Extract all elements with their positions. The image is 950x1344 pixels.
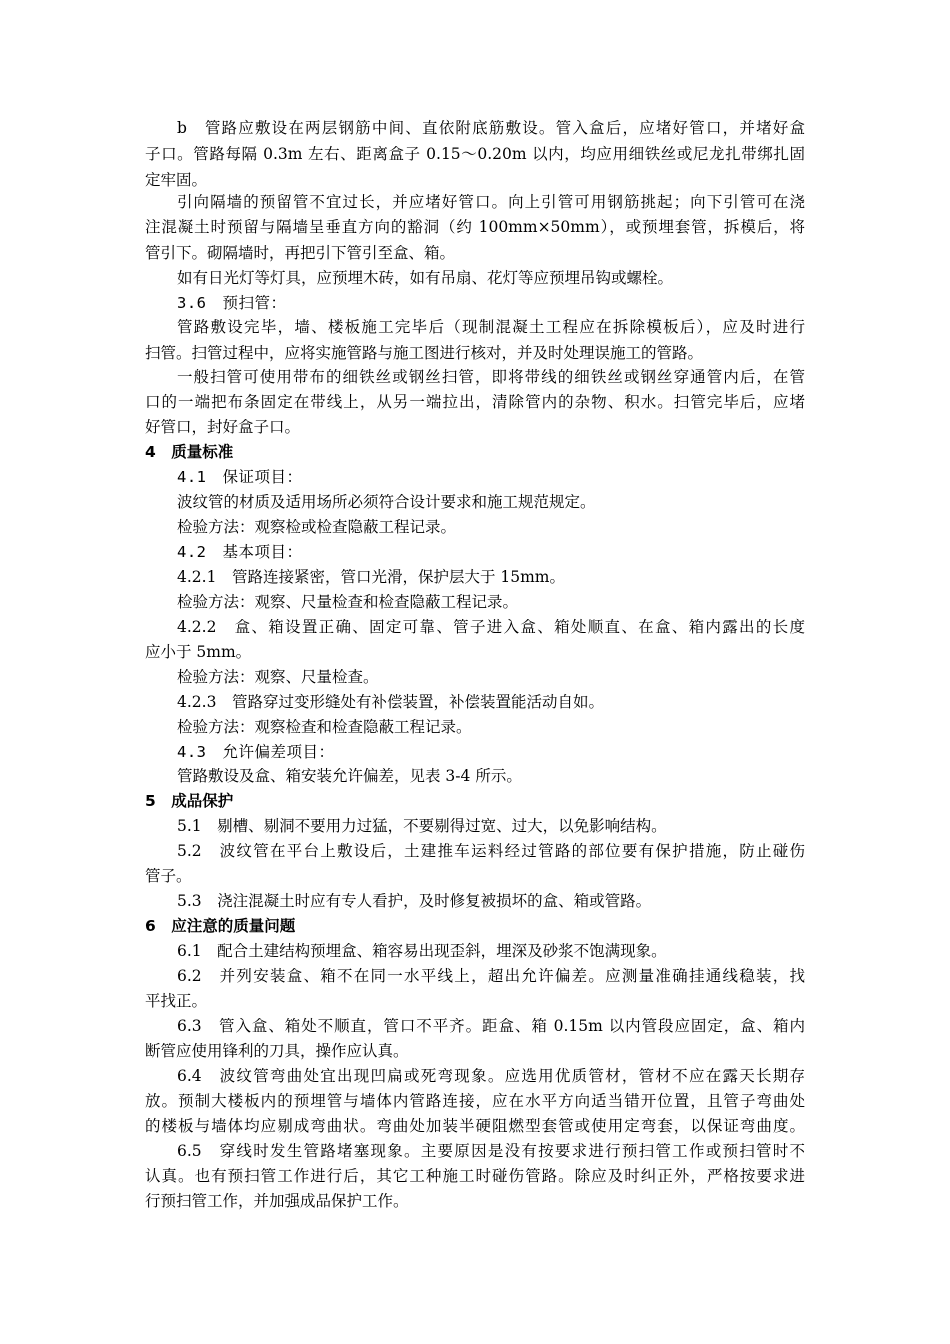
paragraph-line: 6.5 穿线时发生管路堵塞现象。主要原因是没有按要求进行预扫管工作或预扫管时不 (177, 1142, 805, 1160)
paragraph-line: 6.2 并列安装盒、箱不在同一水平线上，超出允许偏差。应测量准确挂通线稳装，找 (177, 967, 805, 985)
paragraph-line: 放。预制大楼板内的预埋管与墙体内管路连接，应在水平方向适当错开位置，且管子弯曲处 (145, 1092, 805, 1110)
paragraph-line: b 管路应敷设在两层钢筋中间、直依附底筋敷设。管入盒后，应堵好管口，并堵好盒 (177, 119, 805, 137)
paragraph-line: 的楼板与墙体均应剔成弯曲状。弯曲处加装半硬阻燃型套管或使用定弯套，以保证弯曲度。 (145, 1117, 805, 1135)
paragraph-line: 检验方法：观察、尺量检查。 (177, 668, 379, 686)
paragraph-line: 子口。管路每隔 0.3m 左右、距离盒子 0.15～0.20m 以内，均应用细铁丝或尼龙扎带绑扎固 (145, 145, 805, 163)
paragraph-line: 认真。也有预扫管工作进行后，其它工种施工时碰伤管路。除应及时纠正外，严格按要求进 (145, 1167, 805, 1185)
section-title: 5 成品保护 (145, 792, 234, 810)
paragraph-line: 定牢固。 (145, 171, 208, 189)
paragraph-line: 管路敷设完毕，墙、楼板施工完毕后（现制混凝土工程应在拆除模板后），应及时进行 (177, 318, 805, 336)
paragraph-line: 管引下。砌隔墙时，再把引下管引至盒、箱。 (145, 244, 456, 262)
section-title: 4 质量标准 (145, 443, 234, 461)
paragraph-line: 行预扫管工作，并加强成品保护工作。 (145, 1192, 409, 1210)
paragraph-line: 引向隔墙的预留管不宜过长，并应堵好管口。向上引管可用钢筋挑起；向下引管可在浇 (177, 193, 805, 211)
paragraph-line: 检验方法：观察检查和检查隐蔽工程记录。 (177, 718, 472, 736)
paragraph-line: 平找正。 (145, 992, 208, 1010)
section-heading: 4.2 基本项目： (177, 543, 303, 561)
paragraph-line: 4.2.3 管路穿过变形缝处有补偿装置，补偿装置能活动自如。 (177, 693, 604, 711)
paragraph-line: 4.2.1 管路连接紧密，管口光滑，保护层大于 15mm。 (177, 568, 565, 586)
paragraph-line: 好管口，封好盒子口。 (145, 418, 301, 436)
paragraph-line: 5.2 波纹管在平台上敷设后，土建推车运料经过管路的部位要有保护措施，防止碰伤 (177, 842, 805, 860)
paragraph-line: 5.1 剔槽、剔洞不要用力过猛，不要剔得过宽、过大，以免影响结构。 (177, 817, 667, 835)
paragraph-line: 波纹管的材质及适用场所必须符合设计要求和施工规范规定。 (177, 493, 596, 511)
paragraph-line: 管路敷设及盒、箱安装允许偏差，见表 3-4 所示。 (177, 767, 522, 785)
section-heading: 3.6 预扫管： (177, 294, 287, 312)
paragraph-line: 口的一端把布条固定在带线上，从另一端拉出，清除管内的杂物、积水。扫管完毕后，应堵 (145, 393, 805, 411)
paragraph-line: 检验方法：观察检或检查隐蔽工程记录。 (177, 518, 457, 536)
paragraph-line: 检验方法：观察、尺量检查和检查隐蔽工程记录。 (177, 593, 519, 611)
paragraph-line: 6.4 波纹管弯曲处宜出现凹扁或死弯现象。应选用优质管材，管材不应在露天长期存 (177, 1067, 805, 1085)
paragraph-line: 一般扫管可使用带布的细铁丝或钢丝扫管，即将带线的细铁丝或钢丝穿通管内后，在管 (177, 368, 805, 386)
section-heading: 4.1 保证项目： (177, 468, 303, 486)
paragraph-line: 扫管。扫管过程中，应将实施管路与施工图进行核对，并及时处理误施工的管路。 (145, 344, 704, 362)
paragraph-line: 断管应使用锋利的刀具，操作应认真。 (145, 1042, 409, 1060)
paragraph-line: 4.2.2 盒、箱设置正确、固定可靠、管子进入盒、箱处顺直、在盒、箱内露出的长度 (177, 618, 805, 636)
section-title: 6 应注意的质量问题 (145, 917, 296, 935)
paragraph-line: 注混凝土时预留与隔墙呈垂直方向的豁洞（约 100mm×50mm），或预埋套管，拆模后，将 (145, 218, 805, 236)
paragraph-line: 6.3 管入盒、箱处不顺直，管口不平齐。距盒、箱 0.15m 以内管段应固定，盒、箱内 (177, 1017, 805, 1035)
paragraph-line: 应小于 5mm。 (145, 643, 252, 661)
section-heading: 4.3 允许偏差项目： (177, 743, 335, 761)
paragraph-line: 6.1 配合土建结构预埋盒、箱容易出现歪斜，埋深及砂浆不饱满现象。 (177, 942, 667, 960)
paragraph-line: 如有日光灯等灯具，应预埋木砖，如有吊扇、花灯等应预埋吊钩或螺栓。 (177, 269, 674, 287)
paragraph-line: 管子。 (145, 867, 192, 885)
paragraph-line: 5.3 浇注混凝土时应有专人看护，及时修复被损坏的盒、箱或管路。 (177, 892, 652, 910)
